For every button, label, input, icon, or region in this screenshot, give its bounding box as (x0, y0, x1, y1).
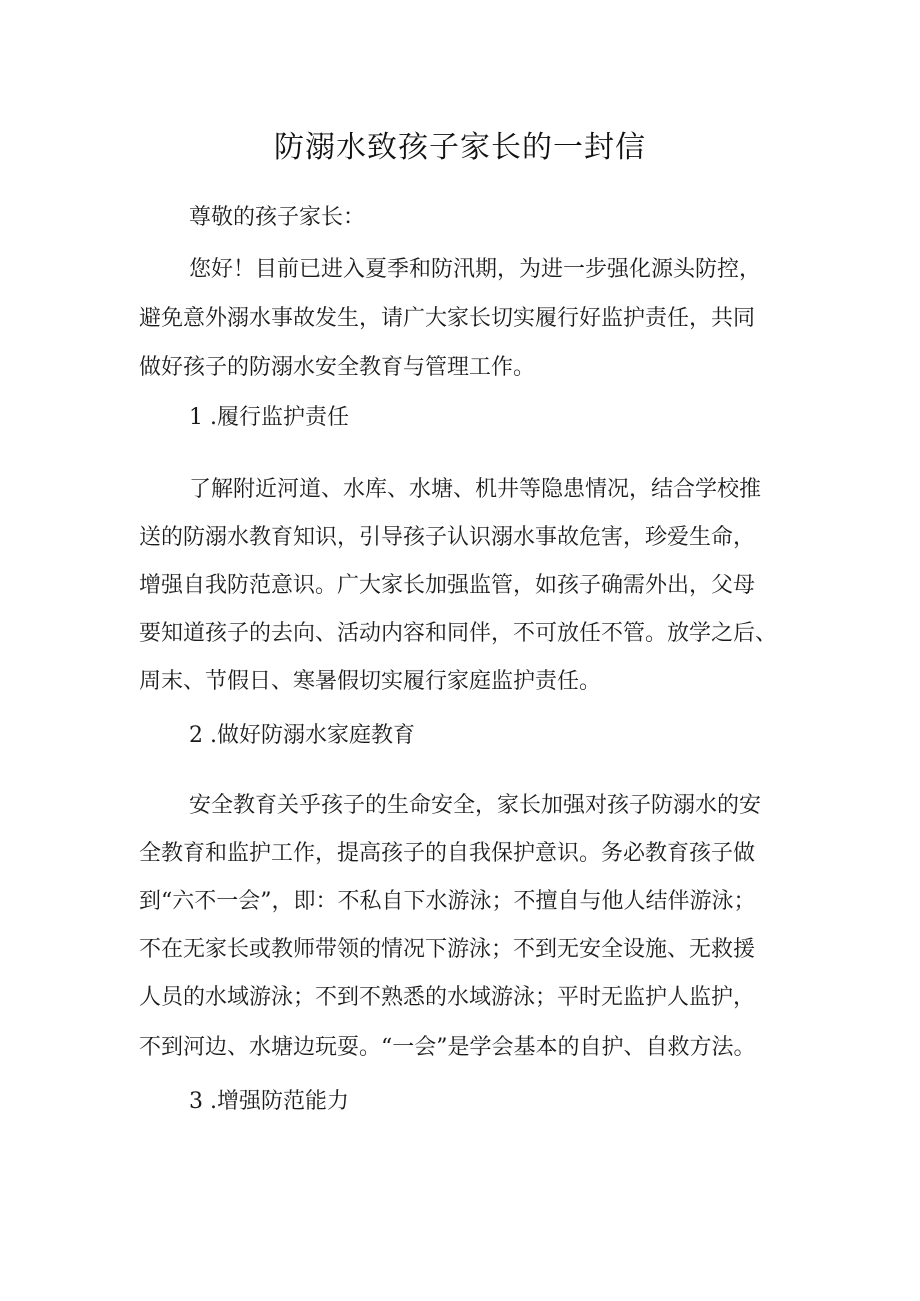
document-title: 防溺水致孩子家长的一封信 (274, 130, 646, 165)
section-1-line-5: 周末、节假日、寒暑假切实履行家庭监护责任。 (139, 669, 602, 694)
section-2-line-4: 不在无家长或教师带领的情况下游泳；不到无安全设施、无救援 (139, 937, 756, 962)
section-2-line-5: 人员的水域游泳；不到不熟悉的水域游泳；平时无监护人监护， (139, 985, 756, 1010)
section-1-heading: 1 .履行监护责任 (189, 405, 349, 430)
section-2-line-6: 不到河边、水塘边玩耍。“一会”是学会基本的自护、自救方法。 (139, 1035, 756, 1060)
section-2-line-3: 到“六不一会”，即：不私自下水游泳；不擅自与他人结伴游泳； (139, 889, 756, 914)
section-1-line-4: 要知道孩子的去向、活动内容和同伴，不可放任不管。放学之后、 (139, 621, 778, 646)
intro-line-1: 您好！目前已进入夏季和防汛期，为进一步强化源头防控， (189, 257, 762, 282)
section-1-line-3: 增强自我防范意识。广大家长加强监管，如孩子确需外出，父母 (139, 573, 756, 598)
section-2-line-1: 安全教育关乎孩子的生命安全，家长加强对孩子防溺水的安 (189, 793, 762, 818)
intro-line-2 (139, 303, 781, 335)
section-3-heading: 3 .增强防范能力 (189, 1089, 349, 1114)
salutation: 尊敬的孩子家长： (189, 205, 366, 230)
section-2-heading: 2 .做好防溺水家庭教育 (189, 723, 415, 748)
section-1-line-2: 送的防溺水教育知识，引导孩子认识溺水事故危害，珍爱生命， (139, 525, 756, 550)
intro-line-2-text: 避免意外溺水事故发生，请广大家长切实履行好监护责任，共同 (139, 306, 756, 331)
intro-line-3: 做好孩子的防溺水安全教育与管理工作。 (139, 355, 536, 380)
section-1-line-1: 了解附近河道、水库、水塘、机井等隐患情况，结合学校推 (189, 477, 762, 502)
section-2-line-2: 全教育和监护工作，提高孩子的自我保护意识。务必教育孩子做 (139, 841, 756, 866)
